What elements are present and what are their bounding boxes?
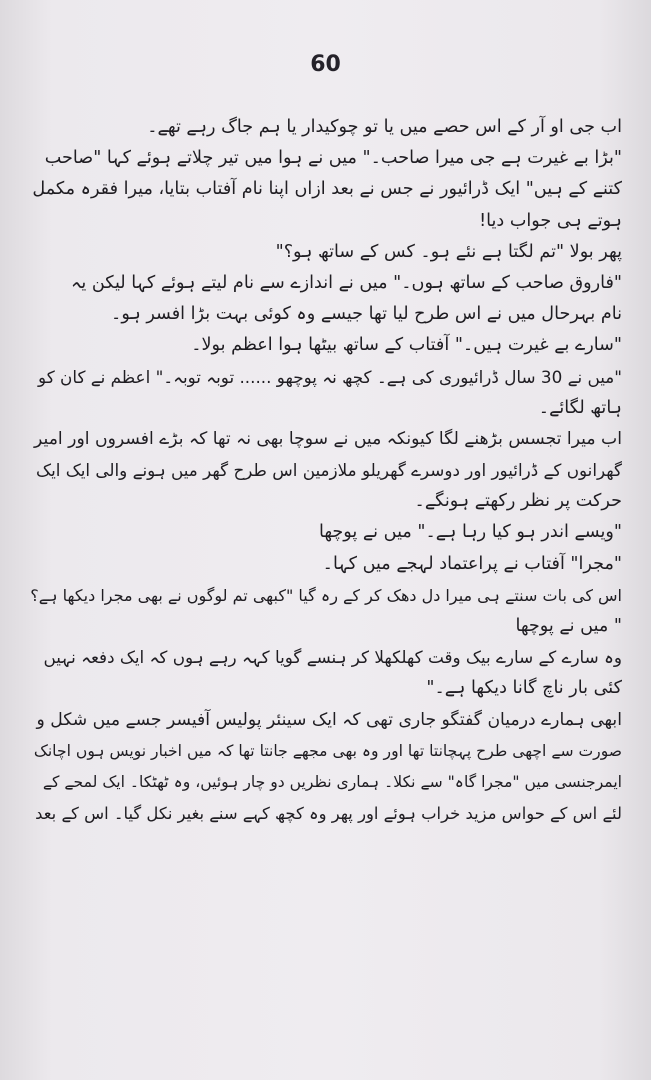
text-line: نام بہرحال میں نے اس طرح لیا تھا جیسے وہ کوئی بہت بڑا افسر ہو۔ [111, 304, 622, 325]
text-line: ابھی ہمارے درمیان گفتگو جاری تھی کہ ایک سینئر پولیس آفیسر جسے میں شکل و [36, 709, 622, 730]
text-line: پھر بولا "تم لگتا ہے نئے ہو۔ کس کے ساتھ ہو؟" [275, 241, 622, 262]
text-line: " میں نے پوچھا [515, 616, 622, 636]
text-line: اب میرا تجسس بڑھنے لگا کیونکہ میں نے سوچا بھی نہ تھا کہ بڑے افسروں اور امیر [34, 428, 622, 449]
text-line: اس کی بات سنتے ہی میرا دل دھک کر کے رہ گیا "کبھی تم لوگوں نے بھی مجرا دیکھا ہے؟ [30, 585, 622, 605]
text-line: حرکت پر نظر رکھتے ہونگے۔ [414, 491, 622, 512]
text-line: ہاتھ لگائے۔ [538, 397, 622, 418]
text-line: کتنے کے ہیں" ایک ڈرائیور نے جس نے بعد ازاں اپنا نام آفتاب بتایا، میرا فقرہ مکمل [32, 179, 622, 200]
text-line: وہ سارے کے سارے بیک وقت کھلکھلا کر ہنسے گویا کہہ رہے ہوں کہ ایک دفعہ نہیں [43, 647, 622, 668]
text-line: کئی بار ناچ گانا دیکھا ہے۔" [426, 678, 622, 699]
body-text [30, 112, 622, 829]
text-line: لئے اس کے حواس مزید خراب ہوئے اور پھر وہ کچھ کہے سنے بغیر نکل گیا۔ اس کے بعد [35, 804, 622, 824]
text-line: "بڑا بے غیرت ہے جی میرا صاحب۔" میں نے ہوا میں تیر چلاتے ہوئے کہا "صاحب [44, 148, 622, 169]
text-line: "فاروق صاحب کے ساتھ ہوں۔" میں نے اندازے سے نام لیتے ہوئے کہا لیکن یہ [71, 272, 622, 293]
text-line: ایمرجنسی میں "مجرا گاہ" سے نکلا۔ ہماری نظریں دو چار ہوئیں، وہ ٹھٹکا۔ ایک لمحے کے [42, 772, 622, 791]
text-line: گھرانوں کے ڈرائیور اور دوسرے گھریلو ملازمین اس طرح گھر میں ہونے والی ایک ایک [36, 460, 622, 481]
page-number: 60 [310, 52, 341, 77]
text-line: "سارے بے غیرت ہیں۔" آفتاب کے ساتھ بیٹھا ہوا اعظم بولا۔ [191, 335, 622, 356]
text-line: "ویسے اندر ہو کیا رہا ہے۔" میں نے پوچھا [318, 522, 622, 543]
text-line: ہوتے ہی جواب دیا! [479, 210, 622, 231]
text-line: اب جی او آر کے اس حصے میں یا تو چوکیدار یا ہم جاگ رہے تھے۔ [147, 117, 622, 137]
text-line: "میں نے 30 سال ڈرائیوری کی ہے۔ کچھ نہ پوچھو ...... توبہ توبہ۔" اعظم نے کان کو [38, 366, 622, 387]
text-line: صورت سے اچھی طرح پہچانتا تھا اور وہ بھی مجھے جانتا تھا کہ میں اخبار نویس ہوں اچانک [33, 741, 622, 760]
text-line: "مجرا" آفتاب نے پراعتماد لہجے میں کہا۔ [322, 553, 622, 574]
